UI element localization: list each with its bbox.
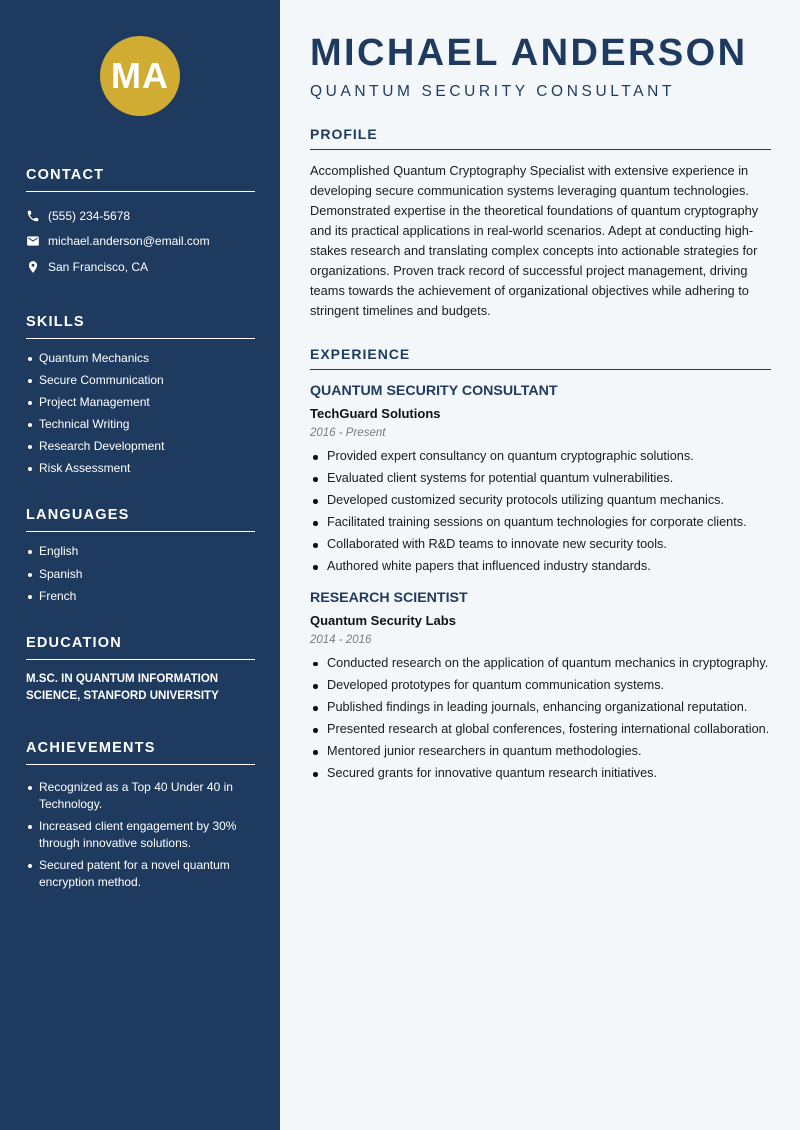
contact-email-text: michael.anderson@email.com	[48, 234, 210, 249]
experience-heading: EXPERIENCE	[310, 346, 771, 370]
avatar	[100, 36, 180, 116]
job-company: TechGuard Solutions	[310, 406, 441, 421]
language-item: Spanish	[26, 566, 255, 583]
avatar-initials: MA	[111, 55, 169, 96]
job-dates: 2016 - Present	[310, 427, 386, 439]
job-bullet: Published findings in leading journals, enhancing organizational reputation.	[310, 699, 771, 717]
contact-heading: CONTACT	[26, 167, 255, 192]
skill-item: Quantum Mechanics	[26, 350, 255, 367]
skills-section	[26, 314, 255, 478]
achievement-item: Recognized as a Top 40 Under 40 in Technology.	[26, 779, 255, 813]
job-bullets	[310, 655, 771, 783]
achievement-item: Increased client engagement by 30% through innovative solutions.	[26, 818, 255, 852]
education-section	[26, 635, 255, 705]
contact-section	[26, 167, 255, 280]
job-bullet: Developed prototypes for quantum communication systems.	[310, 677, 771, 695]
profile-section	[310, 126, 771, 321]
job-bullet: Secured grants for innovative quantum research initiatives.	[310, 765, 771, 783]
job-bullet: Collaborated with R&D teams to innovate new security tools.	[310, 536, 771, 554]
skill-item: Risk Assessment	[26, 460, 255, 477]
job-dates: 2014 - 2016	[310, 633, 372, 646]
skill-item: Secure Communication	[26, 372, 255, 389]
skills-list	[26, 350, 255, 478]
languages-heading: LANGUAGES	[26, 507, 255, 532]
contact-phone-text: (555) 234-5678	[48, 208, 131, 223]
job-bullet: Conducted research on the application of quantum mechanics in cryptography.	[310, 655, 771, 673]
profile-heading: PROFILE	[310, 126, 771, 150]
skills-heading: SKILLS	[26, 314, 255, 339]
candidate-role: QUANTUM SECURITY CONSULTANT	[310, 83, 676, 100]
contact-email	[26, 229, 255, 255]
profile-text: Accomplished Quantum Cryptography Specialist with extensive experience in developing secure communication systems leveraging quantum technologies. Demonstrated expertise in the theoretical foundations of quantum cryptography and its practical applications in real-world scenarios. Adept at conducting high-stakes research and translating complex concepts into actionable strategies for organizations. Proven track record of successful project management, driving teams towards the achievement of organizational objectives while adhering to stringent timelines and budgets.	[310, 163, 759, 318]
achievements-section	[26, 740, 255, 891]
job-entry	[310, 383, 771, 576]
job-title: RESEARCH SCIENTIST	[310, 589, 468, 606]
language-item: English	[26, 543, 255, 560]
job-bullet: Presented research at global conferences, fostering international collaboration.	[310, 721, 771, 739]
job-bullet: Mentored junior researchers in quantum methodologies.	[310, 743, 771, 761]
languages-list	[26, 543, 255, 604]
sidebar	[0, 0, 280, 1130]
skill-item: Project Management	[26, 394, 255, 411]
language-item: French	[26, 588, 255, 605]
contact-location-text: San Francisco, CA	[48, 259, 149, 274]
contact-location	[26, 254, 255, 280]
education-heading: EDUCATION	[26, 635, 255, 660]
job-company: Quantum Security Labs	[310, 612, 456, 628]
skill-item: Technical Writing	[26, 416, 255, 433]
achievements-list	[26, 779, 255, 891]
achievement-item: Secured patent for a novel quantum encryption method.	[26, 857, 255, 891]
languages-section	[26, 507, 255, 604]
candidate-name: MICHAEL ANDERSON	[310, 32, 748, 74]
job-bullets	[310, 448, 771, 576]
location-pin-icon	[26, 260, 40, 274]
achievements-heading: ACHIEVEMENTS	[26, 740, 255, 765]
main-content	[280, 0, 800, 1130]
job-entry	[310, 590, 771, 783]
phone-icon	[26, 209, 40, 223]
envelope-icon	[26, 234, 40, 248]
job-bullet: Facilitated training sessions on quantum technologies for corporate clients.	[310, 514, 771, 532]
job-bullet: Evaluated client systems for potential quantum vulnerabilities.	[310, 470, 771, 488]
contact-phone	[26, 203, 255, 229]
skill-item: Research Development	[26, 438, 255, 455]
job-bullet: Provided expert consultancy on quantum cryptographic solutions.	[310, 448, 771, 466]
job-bullet: Developed customized security protocols utilizing quantum mechanics.	[310, 492, 771, 510]
education-degree: M.SC. IN QUANTUM INFORMATION SCIENCE, STANFORD UNIVERSITY	[26, 672, 219, 702]
experience-section	[310, 346, 771, 783]
job-bullet: Authored white papers that influenced industry standards.	[310, 558, 771, 576]
job-title: QUANTUM SECURITY CONSULTANT	[310, 383, 558, 399]
